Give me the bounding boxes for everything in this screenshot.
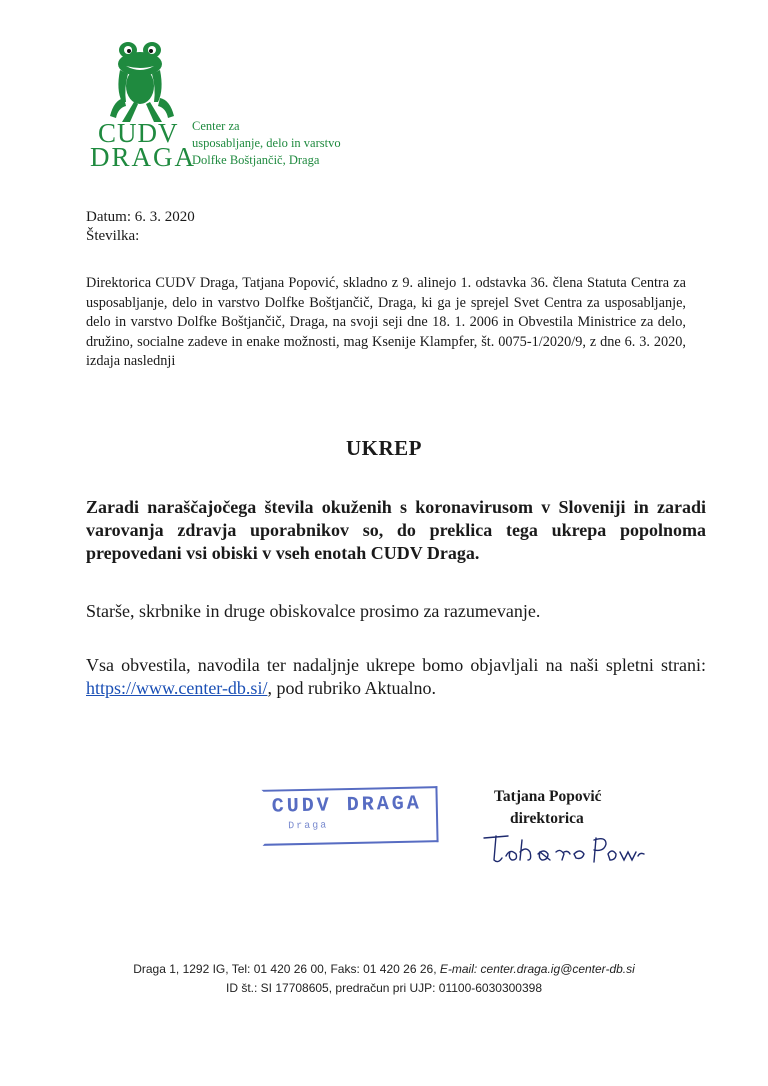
stamp-text: CUDV DRAGA [271, 792, 423, 819]
intro-paragraph: Direktorica CUDV Draga, Tatjana Popović, skladno z 9. alinejo 1. odstavka 36. člena Statuta Centra za usposabljanje, delo in varstvo Dolfke Boštjančič, Draga, ki ga je sprejel Svet Centra za usposabljanje, delo in varstvo Dolfke Boštjančič, Draga, na svoji seji dne 18. 1. 2006 in Obvestila Ministrice za delo, družino, socialne zadeve in enake možnosti, mag Ksenije Klampfer, št. 0075-1/2020/9, z dne 6. 3. 2020, izdaja naslednji [86, 275, 686, 369]
handwritten-signature [478, 830, 648, 870]
document-number: Številka: [86, 228, 140, 244]
info-paragraph [86, 654, 706, 700]
footer-line1 [0, 960, 768, 979]
measure-statement: Zaradi naraščajočega števila okuženih s koronavirusom v Sloveniji in zaradi varovanja zdravja uporabnikov so, do preklica tega ukrepa popolnoma prepovedani vsi obiski v vseh enotah CUDV Draga. [86, 497, 706, 563]
logo-block [88, 40, 388, 170]
document-meta [86, 208, 195, 246]
footer-email: E-mail: center.draga.ig@center-db.si [439, 962, 635, 976]
footer [0, 960, 768, 998]
logo-draga: DRAGA [90, 142, 197, 172]
logo-cudv: CUDV [98, 118, 179, 148]
document-title: UKREP [346, 436, 422, 460]
logo-text-line1: Center za [192, 119, 240, 133]
document-date: Datum: 6. 3. 2020 [86, 209, 195, 225]
official-stamp [261, 786, 438, 846]
logo-subtitle [192, 118, 341, 169]
signatory-name: Tatjana Popović [494, 788, 602, 805]
footer-contact: Draga 1, 1292 IG, Tel: 01 420 26 00, Faks: 01 420 26 26, [133, 962, 440, 976]
footer-line2: ID št.: SI 17708605, predračun pri UJP: 01100-6030300398 [226, 981, 542, 995]
stamp-subtext: Draga [288, 820, 329, 833]
website-link[interactable]: https://www.center-db.si/ [86, 678, 268, 698]
info-text-before: Vsa obvestila, navodila ter nadaljnje ukrepe bomo objavljali na naši spletni strani: [86, 655, 706, 675]
logo-text-line2: usposabljanje, delo in varstvo [192, 136, 341, 150]
request-paragraph: Starše, skrbnike in druge obiskovalce prosimo za razumevanje. [86, 601, 541, 621]
signatory-title: direktorica [510, 810, 584, 827]
info-text-after: , pod rubriko Aktualno. [267, 678, 436, 698]
logo-text-line3: Dolfke Boštjančič, Draga [192, 153, 320, 167]
frog-logo-icon [106, 40, 178, 124]
